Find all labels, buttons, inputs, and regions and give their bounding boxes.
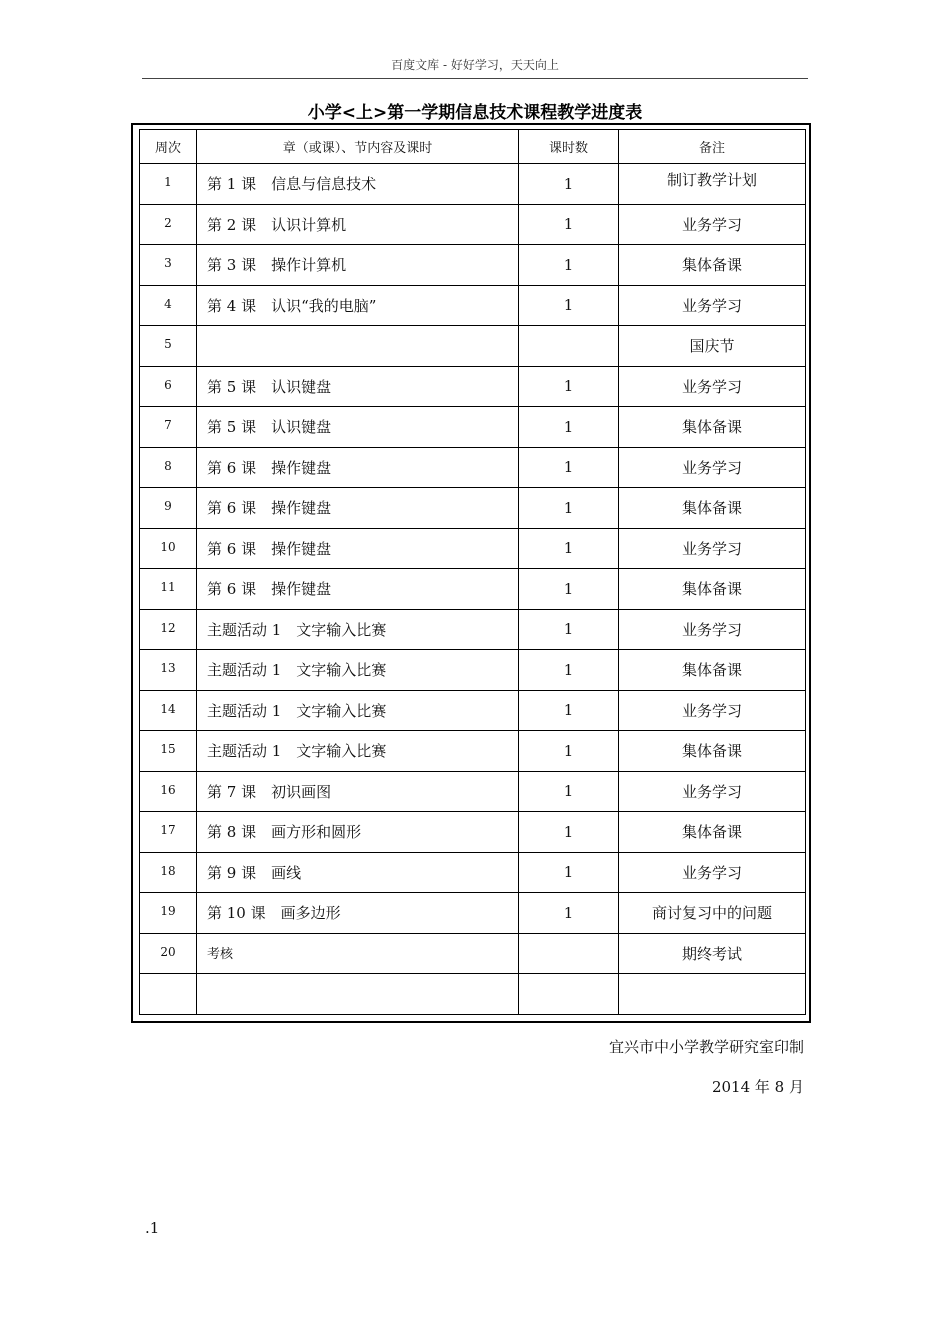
note-cell: 集体备课: [619, 812, 806, 853]
content-cell: 主题活动 1 文字输入比赛: [197, 731, 519, 772]
table-row: [140, 893, 806, 934]
column-header-content: 章（或课）、节内容及课时: [197, 130, 519, 164]
hours-cell: 1: [519, 164, 619, 205]
page-number: .1: [145, 1219, 160, 1237]
table-row: [140, 731, 806, 772]
week-cell: 8: [140, 447, 197, 488]
week-cell: 17: [140, 812, 197, 853]
table-row: [140, 407, 806, 448]
column-header-note: 备注: [619, 130, 806, 164]
week-cell: 19: [140, 893, 197, 934]
note-cell: 业务学习: [619, 690, 806, 731]
note-cell: 期终考试: [619, 933, 806, 974]
hours-cell: 1: [519, 407, 619, 448]
content-cell: 第 6 课 操作键盘: [197, 569, 519, 610]
week-cell: 6: [140, 366, 197, 407]
content-cell: 第 4 课 认识“我的电脑”: [197, 285, 519, 326]
hours-cell: [519, 933, 619, 974]
hours-cell: 1: [519, 609, 619, 650]
content-cell: 主题活动 1 文字输入比赛: [197, 609, 519, 650]
note-cell: 集体备课: [619, 245, 806, 286]
hours-cell: 1: [519, 893, 619, 934]
week-cell: 2: [140, 204, 197, 245]
hours-cell: 1: [519, 245, 619, 286]
note-cell: 制订教学计划: [619, 164, 806, 205]
content-cell: 第 10 课 画多边形: [197, 893, 519, 934]
table-row: [140, 447, 806, 488]
footer-date: 2014 年 8 月: [711, 1078, 804, 1096]
table-row: [140, 933, 806, 974]
note-cell: 集体备课: [619, 488, 806, 529]
week-cell: 10: [140, 528, 197, 569]
content-cell: 第 3 课 操作计算机: [197, 245, 519, 286]
content-cell: 第 6 课 操作键盘: [197, 528, 519, 569]
table-row: [140, 812, 806, 853]
week-cell: 11: [140, 569, 197, 610]
hours-cell: 1: [519, 690, 619, 731]
header-rule: [142, 78, 808, 79]
content-cell: 考核: [197, 933, 519, 974]
week-cell: 3: [140, 245, 197, 286]
note-cell: 业务学习: [619, 771, 806, 812]
content-cell: 主题活动 1 文字输入比赛: [197, 690, 519, 731]
week-cell: 7: [140, 407, 197, 448]
table-row: [140, 569, 806, 610]
table-row: [140, 609, 806, 650]
note-cell: 业务学习: [619, 852, 806, 893]
hours-cell: 1: [519, 447, 619, 488]
content-cell: 第 8 课 画方形和圆形: [197, 812, 519, 853]
note-cell: 国庆节: [619, 326, 806, 367]
content-cell: 第 1 课 信息与信息技术: [197, 164, 519, 205]
hours-cell: 1: [519, 650, 619, 691]
week-cell: 15: [140, 731, 197, 772]
footer-organization: 宜兴市中小学教学研究室印制: [608, 1038, 804, 1056]
week-cell: 18: [140, 852, 197, 893]
table-row: [140, 771, 806, 812]
hours-cell: 1: [519, 771, 619, 812]
hours-cell: [519, 326, 619, 367]
hours-cell: [519, 974, 619, 1015]
note-cell: 集体备课: [619, 650, 806, 691]
table-row: [140, 690, 806, 731]
note-cell: 业务学习: [619, 285, 806, 326]
week-cell: 12: [140, 609, 197, 650]
table-row: [140, 245, 806, 286]
note-cell: 集体备课: [619, 731, 806, 772]
column-header-hours: 课时数: [519, 130, 619, 164]
hours-cell: 1: [519, 204, 619, 245]
note-cell: 业务学习: [619, 447, 806, 488]
column-header-week: 周次: [140, 130, 197, 164]
hours-cell: 1: [519, 528, 619, 569]
document-title: 小学<上>第一学期信息技术课程教学进度表: [307, 103, 643, 123]
week-cell: 4: [140, 285, 197, 326]
note-cell: 业务学习: [619, 204, 806, 245]
week-cell: 9: [140, 488, 197, 529]
table-row: [140, 285, 806, 326]
content-cell: 第 5 课 认识键盘: [197, 366, 519, 407]
note-cell: 业务学习: [619, 528, 806, 569]
table-row: [140, 974, 806, 1015]
table-row: [140, 326, 806, 367]
content-cell: [197, 326, 519, 367]
content-cell: 第 7 课 初识画图: [197, 771, 519, 812]
hours-cell: 1: [519, 812, 619, 853]
content-cell: 第 6 课 操作键盘: [197, 447, 519, 488]
page-header-text: 百度文库 - 好好学习，天天向上: [391, 58, 559, 72]
week-cell: 1: [140, 164, 197, 205]
week-cell: 5: [140, 326, 197, 367]
content-cell: 主题活动 1 文字输入比赛: [197, 650, 519, 691]
note-cell: 业务学习: [619, 609, 806, 650]
content-cell: [197, 974, 519, 1015]
content-cell: 第 6 课 操作键盘: [197, 488, 519, 529]
table-row: [140, 204, 806, 245]
week-cell: 20: [140, 933, 197, 974]
content-cell: 第 5 课 认识键盘: [197, 407, 519, 448]
schedule-table: [139, 129, 806, 1015]
hours-cell: 1: [519, 488, 619, 529]
table-header-row: [140, 130, 806, 164]
hours-cell: 1: [519, 569, 619, 610]
content-cell: 第 9 课 画线: [197, 852, 519, 893]
table-row: [140, 164, 806, 205]
week-cell: [140, 974, 197, 1015]
table-row: [140, 528, 806, 569]
hours-cell: 1: [519, 285, 619, 326]
table-row: [140, 366, 806, 407]
note-cell: 商讨复习中的问题: [619, 893, 806, 934]
table-row: [140, 650, 806, 691]
note-cell: 集体备课: [619, 407, 806, 448]
hours-cell: 1: [519, 852, 619, 893]
week-cell: 16: [140, 771, 197, 812]
week-cell: 14: [140, 690, 197, 731]
table-row: [140, 852, 806, 893]
hours-cell: 1: [519, 731, 619, 772]
hours-cell: 1: [519, 366, 619, 407]
note-cell: 业务学习: [619, 366, 806, 407]
week-cell: 13: [140, 650, 197, 691]
note-cell: 集体备课: [619, 569, 806, 610]
table-row: [140, 488, 806, 529]
note-cell: [619, 974, 806, 1015]
content-cell: 第 2 课 认识计算机: [197, 204, 519, 245]
